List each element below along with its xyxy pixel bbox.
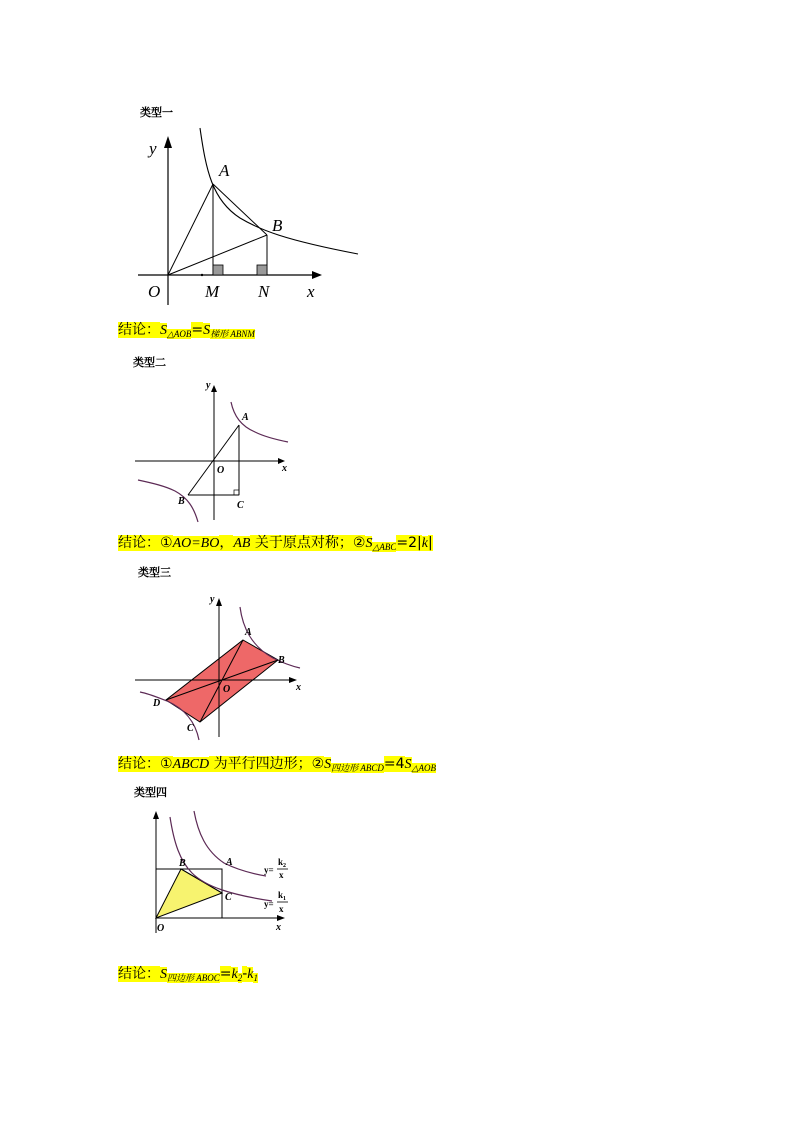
conclusion-type3 (118, 754, 436, 778)
conclusion-prefix: 结论： (118, 322, 160, 338)
minus-sign: - (242, 966, 248, 982)
equation-text: AO=BO (172, 536, 220, 551)
type2-diagram (130, 352, 300, 524)
area-symbol: S (160, 967, 167, 982)
equation-k1-prefix: y= (264, 899, 274, 909)
axis-dot (201, 274, 203, 276)
label-B: B (278, 655, 285, 666)
equation-k2-den: x (279, 870, 284, 880)
type2-heading: 类型二 (133, 357, 166, 369)
hyperbola-branch-upper (231, 402, 288, 442)
equals-sign: = (191, 322, 204, 338)
label-y: y (210, 594, 215, 605)
label-A: A (219, 161, 230, 180)
conclusion-text: 关于原点对称；② (250, 535, 366, 551)
area-subscript: △AOB (411, 763, 436, 773)
conclusion-prefix: 结论：① (118, 756, 173, 772)
abs-bar: | (427, 535, 433, 551)
label-x: x (276, 922, 281, 933)
figure-type4 (132, 783, 307, 943)
area-subscript: 四边形 ABCD (331, 763, 384, 773)
x-axis-arrow (312, 271, 322, 279)
equation-k1-den: x (279, 904, 284, 914)
conclusion-type4 (118, 964, 258, 988)
label-x: x (282, 463, 287, 474)
label-y: y (149, 139, 157, 158)
label-O: O (157, 923, 165, 934)
conclusion-prefix: 结论：① (118, 535, 173, 551)
x-axis-arrow (277, 915, 285, 921)
label-C: C (225, 892, 232, 903)
label-B: B (178, 496, 185, 507)
k1-subscript: 1 (253, 973, 258, 983)
hyperbola-branch-lower (138, 480, 198, 522)
k-symbol: k (421, 536, 428, 551)
label-y: y (206, 380, 211, 391)
type1-heading: 类型一 (140, 107, 173, 119)
right-angle-C (234, 490, 239, 495)
area-subscript: 梯形 ABNM (210, 329, 255, 339)
y-axis-arrow (211, 385, 217, 392)
label-C: C (237, 500, 244, 511)
figure-type2 (130, 352, 300, 524)
k2-subscript: 2 (237, 973, 243, 983)
equation-k1-sub: 1 (283, 896, 286, 902)
y-axis-arrow (164, 136, 172, 148)
shape-name: ABCD (172, 757, 210, 772)
y-axis-arrow (153, 811, 159, 819)
area-symbol: S (324, 757, 332, 772)
equation-k1-num: k (278, 890, 284, 900)
equals-sign: =4 (383, 756, 405, 772)
label-B: B (179, 858, 186, 869)
figure-type3 (135, 562, 315, 742)
area-symbol: S (203, 323, 211, 338)
figure-type1 (130, 100, 370, 305)
segment-OA (168, 184, 213, 275)
label-O: O (217, 465, 225, 476)
area-subscript: △ABC (372, 542, 397, 552)
equation-k2-num: k (278, 857, 284, 867)
area-subscript: 四边形 ABOC (167, 973, 220, 983)
label-O: O (223, 684, 231, 695)
type3-heading: 类型三 (138, 567, 171, 579)
y-axis-arrow (216, 598, 222, 606)
area-symbol: S (404, 757, 412, 772)
label-D: D (153, 698, 161, 709)
type4-heading: 类型四 (134, 787, 167, 799)
hyperbola-curve (200, 128, 358, 254)
k2-symbol: k (231, 967, 238, 982)
type3-diagram (135, 562, 315, 742)
label-O: O (148, 282, 161, 301)
type4-diagram (132, 783, 307, 943)
equals-sign: =2| (396, 535, 422, 551)
label-M: M (205, 282, 220, 301)
label-N: N (258, 282, 270, 301)
label-x: x (296, 682, 301, 693)
conclusion-text: 为平行四边形；② (209, 756, 325, 772)
label-x: x (307, 282, 315, 301)
segment-AB (213, 184, 267, 235)
label-A: A (242, 412, 249, 423)
right-angle-N (257, 265, 267, 275)
label-A: A (245, 627, 252, 638)
conclusion-prefix: 结论： (118, 966, 160, 982)
k1-symbol: k (247, 967, 254, 982)
punctuation: ， (219, 535, 234, 551)
area-symbol: S (365, 536, 373, 551)
label-C: C (187, 723, 194, 734)
equals-sign: = (219, 966, 232, 982)
label-B: B (272, 216, 283, 235)
right-angle-M (213, 265, 223, 275)
segment-name: AB (233, 536, 251, 551)
area-symbol: S (160, 323, 167, 338)
conclusion-type2 (118, 533, 433, 557)
type1-diagram (130, 100, 370, 305)
equation-k2-prefix: y= (264, 865, 274, 875)
label-A: A (226, 857, 233, 868)
conclusion-type1 (118, 320, 255, 344)
equation-k2-sub: 2 (283, 863, 286, 869)
area-subscript: △AOB (167, 329, 192, 339)
